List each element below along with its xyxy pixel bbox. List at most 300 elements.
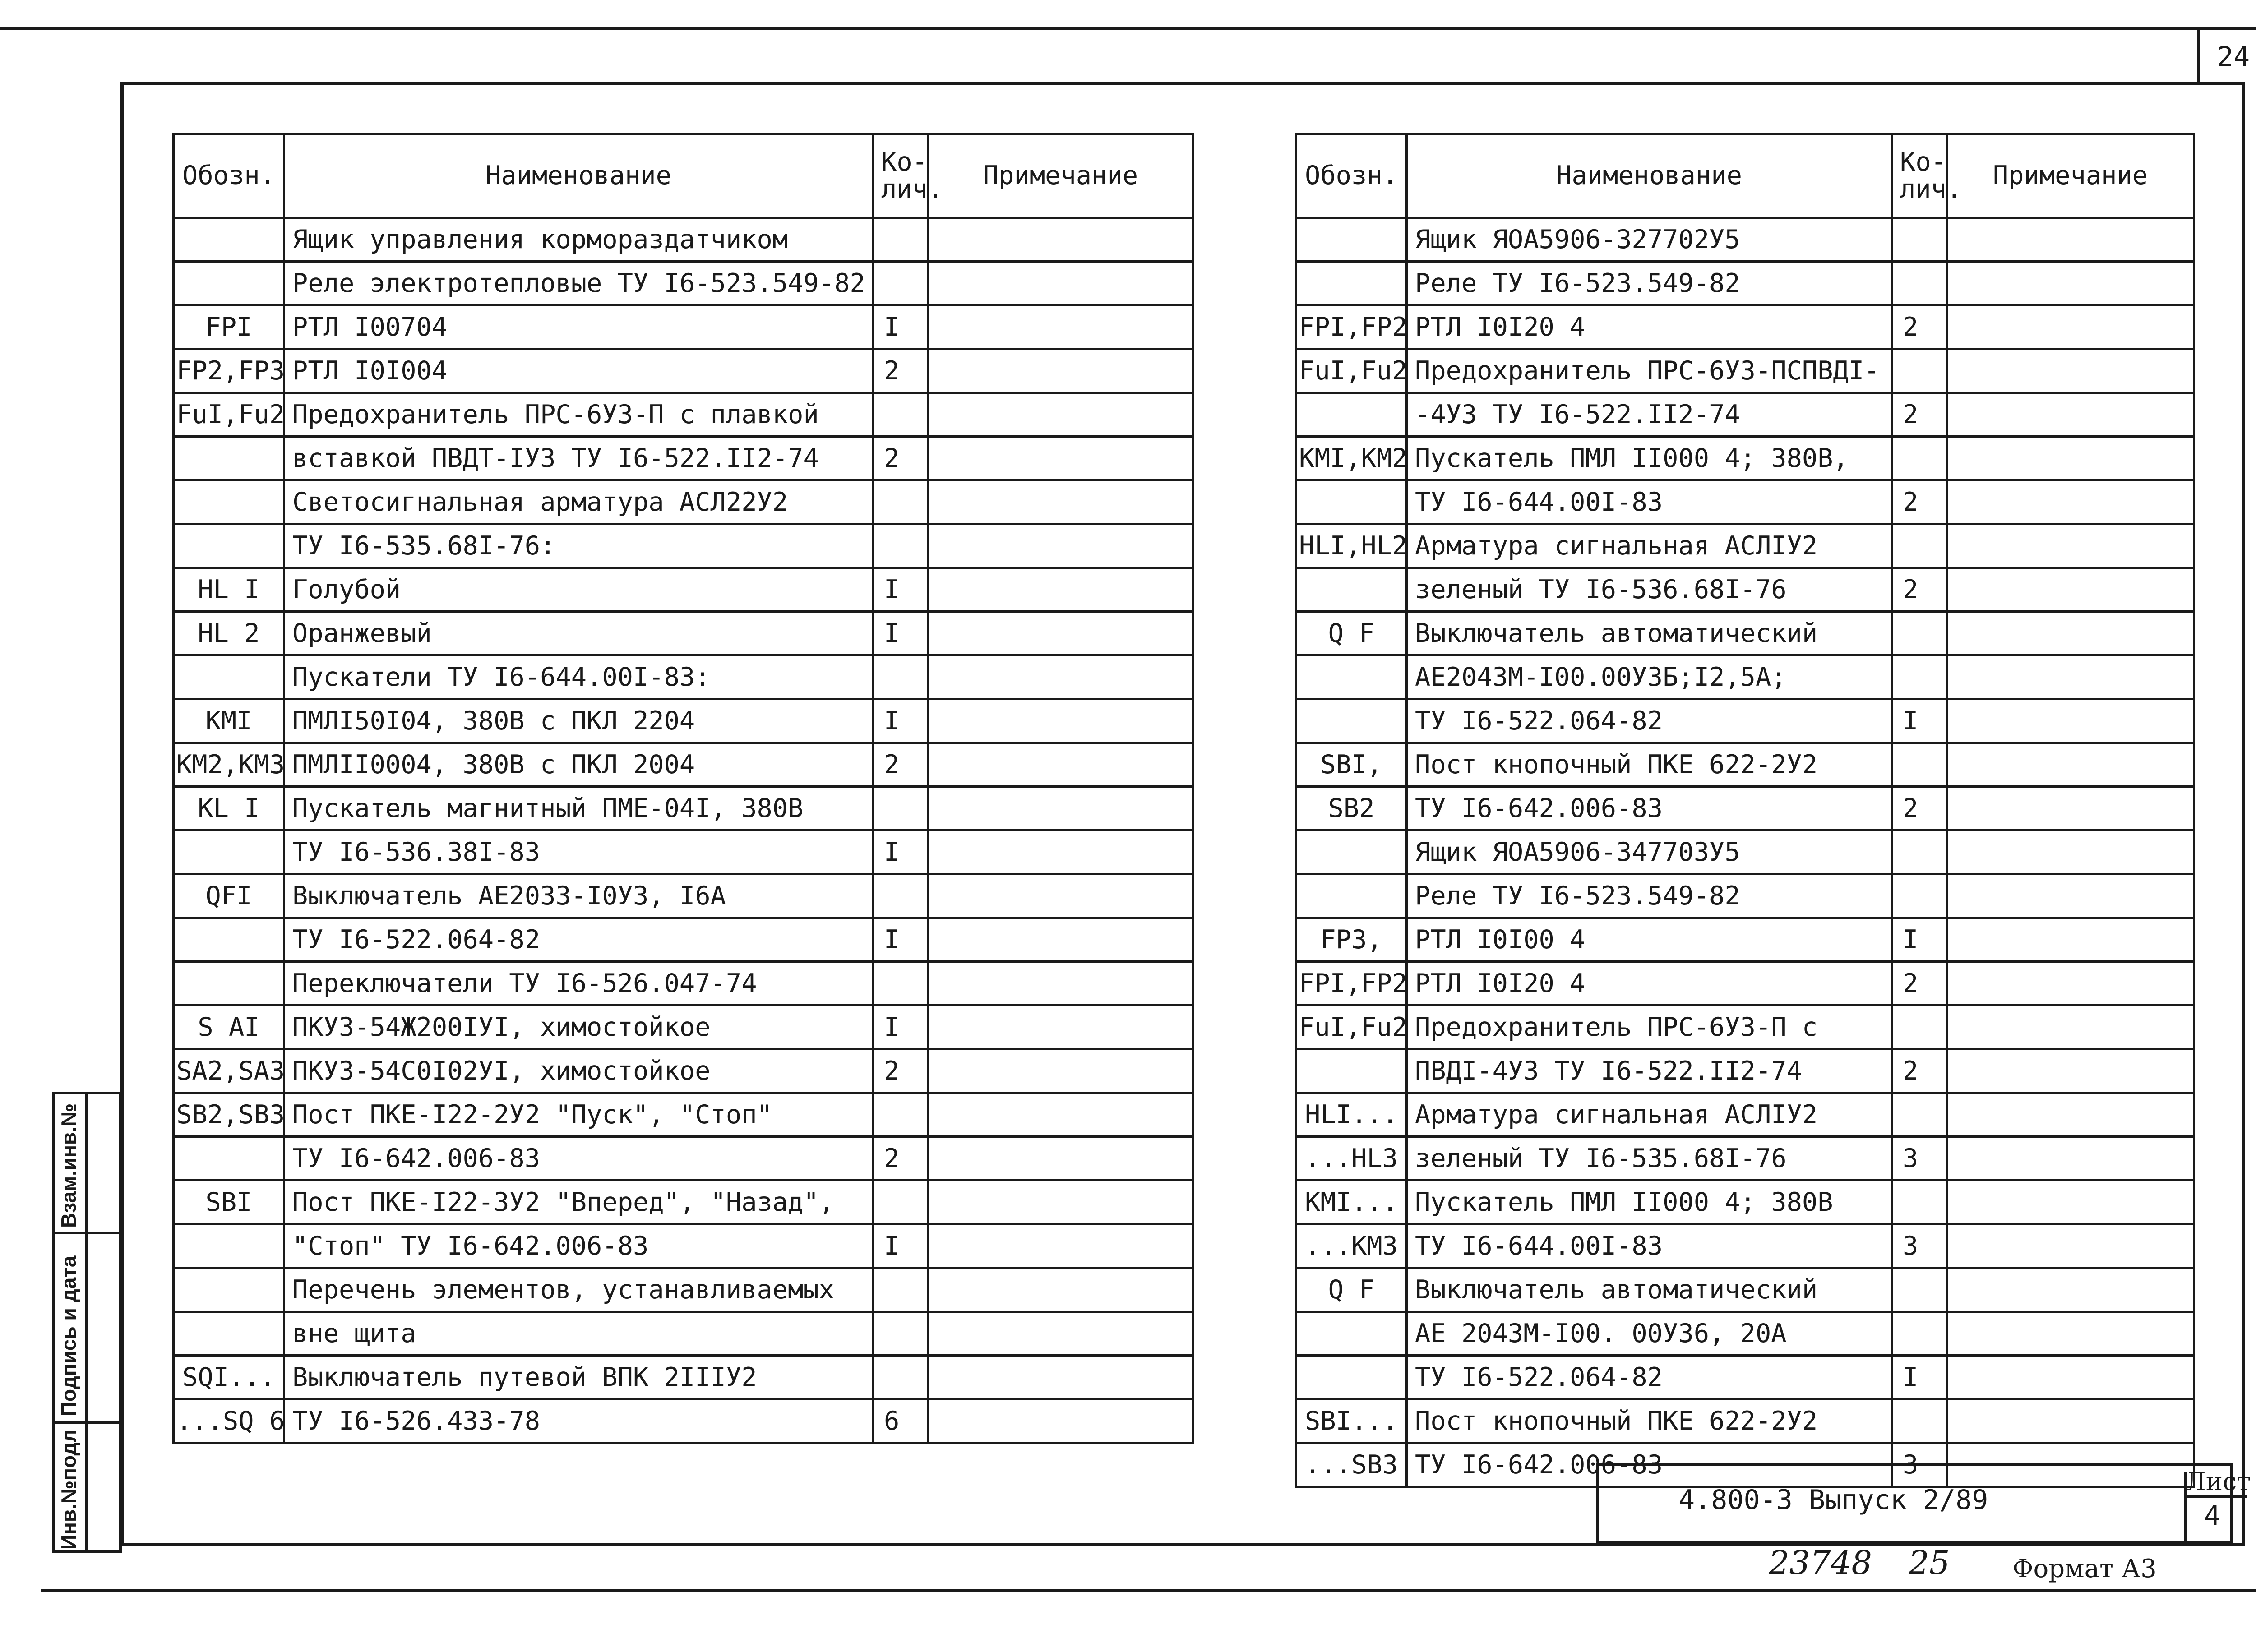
- name-cell: ПКУ3-54Ж200IУI, химостойкое: [284, 1006, 873, 1049]
- qty-cell: [873, 218, 928, 262]
- note-cell: [1947, 262, 2194, 305]
- name-cell: зеленый ТУ I6-536.68I-76: [1407, 568, 1892, 612]
- table-row: [1296, 699, 2194, 743]
- note-cell: [928, 655, 1193, 699]
- qty-cell: [1892, 612, 1947, 655]
- qty-cell: [873, 1093, 928, 1137]
- designation-cell: [174, 218, 284, 262]
- designation-cell: KMI,KM2: [1296, 437, 1407, 480]
- designation-cell: FP3,: [1296, 918, 1407, 962]
- designation-cell: HL I: [174, 568, 284, 612]
- header-designation: Обозн.: [1296, 134, 1407, 218]
- name-cell: ТУ I6-642.006-83: [1407, 787, 1892, 831]
- top-rule: [0, 27, 2202, 30]
- header-qty: Ко- лич.: [1892, 134, 1947, 218]
- sheet-label: Лист: [2185, 1467, 2251, 1496]
- table-row: [1296, 874, 2194, 918]
- name-cell: Пост кнопочный ПКЕ 622-2У2: [1407, 743, 1892, 787]
- side-strip-segment: [52, 1232, 122, 1234]
- designation-cell: SA2,SA3: [174, 1049, 284, 1093]
- note-cell: [928, 699, 1193, 743]
- table-row: [1296, 437, 2194, 480]
- table-row: [1296, 524, 2194, 568]
- name-cell: ТУ I6-526.433-78: [284, 1399, 873, 1443]
- name-cell: Пост ПКЕ-I22-3У2 "Вперед", "Назад",: [284, 1181, 873, 1224]
- note-cell: [1947, 1137, 2194, 1181]
- note-cell: [928, 787, 1193, 831]
- qty-cell: [873, 1268, 928, 1312]
- name-cell: Пускатели ТУ I6-644.00I-83:: [284, 655, 873, 699]
- name-cell: Арматура сигнальная АСЛIУ2: [1407, 1093, 1892, 1137]
- note-cell: [1947, 218, 2194, 262]
- name-cell: ТУ I6-642.006-83: [284, 1137, 873, 1181]
- designation-cell: ...SQ 6: [174, 1399, 284, 1443]
- qty-cell: [1892, 1093, 1947, 1137]
- name-cell: РТЛ I0I004: [284, 349, 873, 393]
- name-cell: ТУ I6-536.38I-83: [284, 831, 873, 874]
- left-spec-table: [172, 133, 1194, 1444]
- note-cell: [928, 1093, 1193, 1137]
- name-cell: Пост кнопочный ПКЕ 622-2У2: [1407, 1399, 1892, 1443]
- note-cell: [928, 743, 1193, 787]
- qty-cell: 3: [1892, 1443, 1947, 1487]
- note-cell: [1947, 918, 2194, 962]
- designation-cell: ...HL3: [1296, 1137, 1407, 1181]
- note-cell: [928, 349, 1193, 393]
- designation-cell: [1296, 1312, 1407, 1356]
- designation-cell: FuI,Fu2: [1296, 349, 1407, 393]
- designation-cell: ...KM3: [1296, 1224, 1407, 1268]
- table-row: [174, 1181, 1193, 1224]
- name-cell: ПМЛI50I04, 380В с ПКЛ 2204: [284, 699, 873, 743]
- table-row: [174, 918, 1193, 962]
- note-cell: [1947, 1356, 2194, 1399]
- qty-cell: [873, 480, 928, 524]
- qty-cell: [873, 1181, 928, 1224]
- name-cell: ТУ I6-644.00I-83: [1407, 1224, 1892, 1268]
- table-row: [1296, 743, 2194, 787]
- designation-cell: Q F: [1296, 612, 1407, 655]
- name-cell: Ящик ЯОА5906-347703У5: [1407, 831, 1892, 874]
- qty-cell: 2: [1892, 1049, 1947, 1093]
- qty-cell: [873, 393, 928, 437]
- right-spec-table: [1295, 133, 2195, 1488]
- table-row: [1296, 1399, 2194, 1443]
- name-cell: Ящик управления кормораздатчиком: [284, 218, 873, 262]
- table-row: [174, 349, 1193, 393]
- name-cell: Выключатель АЕ2033-I0У3, I6А: [284, 874, 873, 918]
- name-cell: РТЛ I0I20 4: [1407, 962, 1892, 1006]
- table-row: [1296, 1356, 2194, 1399]
- designation-cell: [1296, 218, 1407, 262]
- designation-cell: [1296, 831, 1407, 874]
- designation-cell: SBI,: [1296, 743, 1407, 787]
- note-cell: [1947, 1049, 2194, 1093]
- handwritten-number-2: 25: [1909, 1544, 1950, 1582]
- table-row: [1296, 480, 2194, 524]
- qty-cell: [1892, 262, 1947, 305]
- qty-cell: [1892, 874, 1947, 918]
- qty-cell: [873, 524, 928, 568]
- table-row: [1296, 655, 2194, 699]
- name-cell: ПМЛII0004, 380В с ПКЛ 2004: [284, 743, 873, 787]
- designation-cell: SB2: [1296, 787, 1407, 831]
- designation-cell: [1296, 1356, 1407, 1399]
- note-cell: [1947, 787, 2194, 831]
- name-cell: ТУ I6-644.00I-83: [1407, 480, 1892, 524]
- qty-cell: I: [873, 1224, 928, 1268]
- table-row: [1296, 1137, 2194, 1181]
- designation-cell: QFI: [174, 874, 284, 918]
- header-note: Примечание: [1947, 134, 2194, 218]
- table-row: [1296, 393, 2194, 437]
- sheet-number: 4: [2204, 1500, 2221, 1532]
- designation-cell: [174, 480, 284, 524]
- designation-cell: [174, 918, 284, 962]
- name-cell: ТУ I6-642.006-83: [1407, 1443, 1892, 1487]
- designation-cell: SBI: [174, 1181, 284, 1224]
- header-name: Наименование: [1407, 134, 1892, 218]
- name-cell: ПВДI-4У3 ТУ I6-522.II2-74: [1407, 1049, 1892, 1093]
- table-row: [1296, 1093, 2194, 1137]
- note-cell: [1947, 1224, 2194, 1268]
- note-cell: [1947, 524, 2194, 568]
- qty-cell: [1892, 1181, 1947, 1224]
- qty-cell: [1892, 1268, 1947, 1312]
- table-row: [174, 524, 1193, 568]
- designation-cell: HL 2: [174, 612, 284, 655]
- note-cell: [928, 1356, 1193, 1399]
- qty-cell: 2: [873, 743, 928, 787]
- table-row: [1296, 787, 2194, 831]
- name-cell: Выключатель автоматический: [1407, 612, 1892, 655]
- table-row: [174, 437, 1193, 480]
- designation-cell: KMI: [174, 699, 284, 743]
- name-cell: АЕ2043М-I00.00У3Б;I2,5А;: [1407, 655, 1892, 699]
- designation-cell: FPI,FP2: [1296, 962, 1407, 1006]
- qty-cell: I: [873, 612, 928, 655]
- designation-cell: FuI,Fu2: [174, 393, 284, 437]
- note-cell: [1947, 831, 2194, 874]
- note-cell: [1947, 655, 2194, 699]
- table-row: [1296, 568, 2194, 612]
- qty-cell: 2: [1892, 787, 1947, 831]
- name-cell: АЕ 2043М-I00. 00У36, 20А: [1407, 1312, 1892, 1356]
- designation-cell: SQI...: [174, 1356, 284, 1399]
- designation-cell: [174, 1312, 284, 1356]
- note-cell: [1947, 305, 2194, 349]
- name-cell: Реле ТУ I6-523.549-82: [1407, 874, 1892, 918]
- name-cell: вставкой ПВДТ-IУЗ ТУ I6-522.II2-74: [284, 437, 873, 480]
- designation-cell: KM2,KM3: [174, 743, 284, 787]
- qty-cell: [873, 655, 928, 699]
- table-row: [174, 655, 1193, 699]
- designation-cell: [1296, 393, 1407, 437]
- note-cell: [928, 1268, 1193, 1312]
- note-cell: [928, 524, 1193, 568]
- table-row: [174, 218, 1193, 262]
- designation-cell: KMI...: [1296, 1181, 1407, 1224]
- name-cell: Предохранитель ПРС-6У3-П с: [1407, 1006, 1892, 1049]
- designation-cell: S AI: [174, 1006, 284, 1049]
- name-cell: РТЛ I0I20 4: [1407, 305, 1892, 349]
- designation-cell: [1296, 480, 1407, 524]
- designation-cell: FPI,FP2: [1296, 305, 1407, 349]
- designation-cell: [174, 437, 284, 480]
- qty-cell: [873, 262, 928, 305]
- qty-cell: 3: [1892, 1224, 1947, 1268]
- designation-cell: [174, 524, 284, 568]
- designation-cell: [174, 962, 284, 1006]
- note-cell: [1947, 480, 2194, 524]
- name-cell: Предохранитель ПРС-6УЗ-П с плавкой: [284, 393, 873, 437]
- designation-cell: [1296, 699, 1407, 743]
- side-label-inv: Инв.№подл: [57, 1429, 80, 1550]
- name-cell: Реле ТУ I6-523.549-82: [1407, 262, 1892, 305]
- designation-cell: [174, 655, 284, 699]
- table-header-row: [174, 134, 1193, 218]
- table-row: [174, 1268, 1193, 1312]
- designation-cell: [1296, 655, 1407, 699]
- table-row: [1296, 218, 2194, 262]
- qty-cell: 2: [1892, 568, 1947, 612]
- name-cell: Голубой: [284, 568, 873, 612]
- qty-cell: 2: [1892, 962, 1947, 1006]
- name-cell: Предохранитель ПРС-6У3-ПСПВДI-: [1407, 349, 1892, 393]
- table-row: [1296, 962, 2194, 1006]
- table-row: [1296, 305, 2194, 349]
- name-cell: РТЛ I0I00 4: [1407, 918, 1892, 962]
- qty-cell: [1892, 1006, 1947, 1049]
- note-cell: [1947, 1181, 2194, 1224]
- note-cell: [1947, 1093, 2194, 1137]
- format-label: Формат А3: [2012, 1554, 2157, 1583]
- qty-cell: 3: [1892, 1137, 1947, 1181]
- designation-cell: [1296, 568, 1407, 612]
- table-row: [174, 1399, 1193, 1443]
- designation-cell: FP2,FP3: [174, 349, 284, 393]
- note-cell: [1947, 393, 2194, 437]
- note-cell: [1947, 699, 2194, 743]
- note-cell: [928, 1049, 1193, 1093]
- name-cell: РТЛ I00704: [284, 305, 873, 349]
- qty-cell: 2: [873, 437, 928, 480]
- qty-cell: I: [873, 1006, 928, 1049]
- note-cell: [928, 480, 1193, 524]
- qty-cell: 2: [1892, 305, 1947, 349]
- table-row: [174, 612, 1193, 655]
- qty-cell: I: [873, 918, 928, 962]
- note-cell: [928, 437, 1193, 480]
- table-row: [1296, 1049, 2194, 1093]
- note-cell: [928, 831, 1193, 874]
- table-row: [174, 1224, 1193, 1268]
- note-cell: [928, 1312, 1193, 1356]
- qty-cell: [1892, 437, 1947, 480]
- note-cell: [1947, 962, 2194, 1006]
- designation-cell: SB2,SB3: [174, 1093, 284, 1137]
- note-cell: [928, 612, 1193, 655]
- qty-cell: [873, 1312, 928, 1356]
- table-row: [174, 962, 1193, 1006]
- note-cell: [928, 305, 1193, 349]
- qty-cell: [873, 962, 928, 1006]
- note-cell: [928, 568, 1193, 612]
- header-qty: Ко- лич.: [873, 134, 928, 218]
- designation-cell: HLI,HL2: [1296, 524, 1407, 568]
- note-cell: [928, 1137, 1193, 1181]
- name-cell: "Стоп" ТУ I6-642.006-83: [284, 1224, 873, 1268]
- table-row: [174, 874, 1193, 918]
- name-cell: ТУ I6-522.064-82: [1407, 1356, 1892, 1399]
- name-cell: Арматура сигнальная АСЛIУ2: [1407, 524, 1892, 568]
- note-cell: [928, 1399, 1193, 1443]
- side-strip-segment: [52, 1421, 122, 1424]
- qty-cell: 2: [873, 1137, 928, 1181]
- note-cell: [1947, 1268, 2194, 1312]
- qty-cell: 2: [1892, 393, 1947, 437]
- designation-cell: SBI...: [1296, 1399, 1407, 1443]
- table-row: [1296, 262, 2194, 305]
- designation-cell: KL I: [174, 787, 284, 831]
- table-header-row: [1296, 134, 2194, 218]
- qty-cell: [873, 1356, 928, 1399]
- designation-cell: [174, 262, 284, 305]
- note-cell: [928, 1006, 1193, 1049]
- designation-cell: [1296, 1049, 1407, 1093]
- note-cell: [928, 874, 1193, 918]
- name-cell: зеленый ТУ I6-535.68I-76: [1407, 1137, 1892, 1181]
- table-row: [1296, 1181, 2194, 1224]
- table-row: [174, 305, 1193, 349]
- designation-cell: ...SB3: [1296, 1443, 1407, 1487]
- name-cell: Выключатель путевой ВПК 2IIIУ2: [284, 1356, 873, 1399]
- bottom-rule: [41, 1589, 2256, 1592]
- note-cell: [1947, 1312, 2194, 1356]
- table-row: [174, 393, 1193, 437]
- name-cell: Пускатель ПМЛ II000 4; 380В,: [1407, 437, 1892, 480]
- note-cell: [1947, 1006, 2194, 1049]
- qty-cell: I: [873, 305, 928, 349]
- note-cell: [1947, 1399, 2194, 1443]
- qty-cell: [1892, 218, 1947, 262]
- designation-cell: FPI: [174, 305, 284, 349]
- qty-cell: [873, 874, 928, 918]
- name-cell: Пускатель магнитный ПМЕ-04I, 380В: [284, 787, 873, 831]
- name-cell: ТУ I6-535.68I-76:: [284, 524, 873, 568]
- qty-cell: 2: [873, 1049, 928, 1093]
- header-note: Примечание: [928, 134, 1193, 218]
- note-cell: [1947, 874, 2194, 918]
- qty-cell: I: [873, 831, 928, 874]
- name-cell: Реле электротепловые ТУ I6-523.549-82: [284, 262, 873, 305]
- qty-cell: I: [873, 568, 928, 612]
- name-cell: ПКУ3-54С0I02УI, химостойкое: [284, 1049, 873, 1093]
- table-row: [174, 262, 1193, 305]
- table-row: [174, 831, 1193, 874]
- name-cell: Пускатель ПМЛ II000 4; 380В: [1407, 1181, 1892, 1224]
- table-row: [174, 1312, 1193, 1356]
- name-cell: -4У3 ТУ I6-522.II2-74: [1407, 393, 1892, 437]
- note-cell: [928, 393, 1193, 437]
- page-number: 24: [2197, 27, 2256, 84]
- table-row: [174, 743, 1193, 787]
- table-row: [1296, 349, 2194, 393]
- note-cell: [928, 1224, 1193, 1268]
- note-cell: [1947, 349, 2194, 393]
- note-cell: [1947, 743, 2194, 787]
- header-name: Наименование: [284, 134, 873, 218]
- side-strip-divider: [85, 1092, 88, 1553]
- table-row: [174, 699, 1193, 743]
- name-cell: Светосигнальная арматура АСЛ22У2: [284, 480, 873, 524]
- table-row: [174, 787, 1193, 831]
- name-cell: Перечень элементов, устанавливаемых: [284, 1268, 873, 1312]
- table-row: [174, 1137, 1193, 1181]
- qty-cell: [1892, 1312, 1947, 1356]
- note-cell: [928, 218, 1193, 262]
- table-row: [1296, 1268, 2194, 1312]
- designation-cell: Q F: [1296, 1268, 1407, 1312]
- qty-cell: [1892, 524, 1947, 568]
- table-row: [1296, 1224, 2194, 1268]
- designation-cell: [174, 1137, 284, 1181]
- qty-cell: [873, 787, 928, 831]
- qty-cell: [1892, 743, 1947, 787]
- qty-cell: [1892, 1399, 1947, 1443]
- qty-cell: I: [1892, 1356, 1947, 1399]
- table-row: [174, 1356, 1193, 1399]
- name-cell: ТУ I6-522.064-82: [1407, 699, 1892, 743]
- note-cell: [928, 918, 1193, 962]
- name-cell: Ящик ЯОА5906-327702У5: [1407, 218, 1892, 262]
- table-row: [1296, 612, 2194, 655]
- designation-cell: [174, 1224, 284, 1268]
- qty-cell: 6: [873, 1399, 928, 1443]
- table-row: [174, 1093, 1193, 1137]
- side-label-replace-inv: Взам.инв.№: [57, 1103, 80, 1228]
- note-cell: [928, 262, 1193, 305]
- table-row: [1296, 918, 2194, 962]
- table-row: [174, 1049, 1193, 1093]
- qty-cell: I: [1892, 699, 1947, 743]
- note-cell: [928, 962, 1193, 1006]
- note-cell: [1947, 437, 2194, 480]
- document-code: 4.800-3 Выпуск 2/89: [1678, 1484, 1988, 1516]
- name-cell: Оранжевый: [284, 612, 873, 655]
- qty-cell: I: [1892, 918, 1947, 962]
- designation-cell: [1296, 262, 1407, 305]
- name-cell: ТУ I6-522.064-82: [284, 918, 873, 962]
- qty-cell: [1892, 655, 1947, 699]
- qty-cell: [1892, 349, 1947, 393]
- name-cell: Выключатель автоматический: [1407, 1268, 1892, 1312]
- qty-cell: 2: [873, 349, 928, 393]
- designation-cell: FuI,Fu2: [1296, 1006, 1407, 1049]
- note-cell: [1947, 612, 2194, 655]
- qty-cell: I: [873, 699, 928, 743]
- qty-cell: [1892, 831, 1947, 874]
- handwritten-number: 23748: [1769, 1544, 1872, 1582]
- table-row: [1296, 831, 2194, 874]
- note-cell: [1947, 568, 2194, 612]
- designation-cell: HLI...: [1296, 1093, 1407, 1137]
- designation-cell: [174, 1268, 284, 1312]
- side-label-sign-date: Подпись и дата: [57, 1255, 80, 1417]
- name-cell: Переключатели ТУ I6-526.047-74: [284, 962, 873, 1006]
- name-cell: Пост ПКЕ-I22-2У2 "Пуск", "Стоп": [284, 1093, 873, 1137]
- designation-cell: [174, 831, 284, 874]
